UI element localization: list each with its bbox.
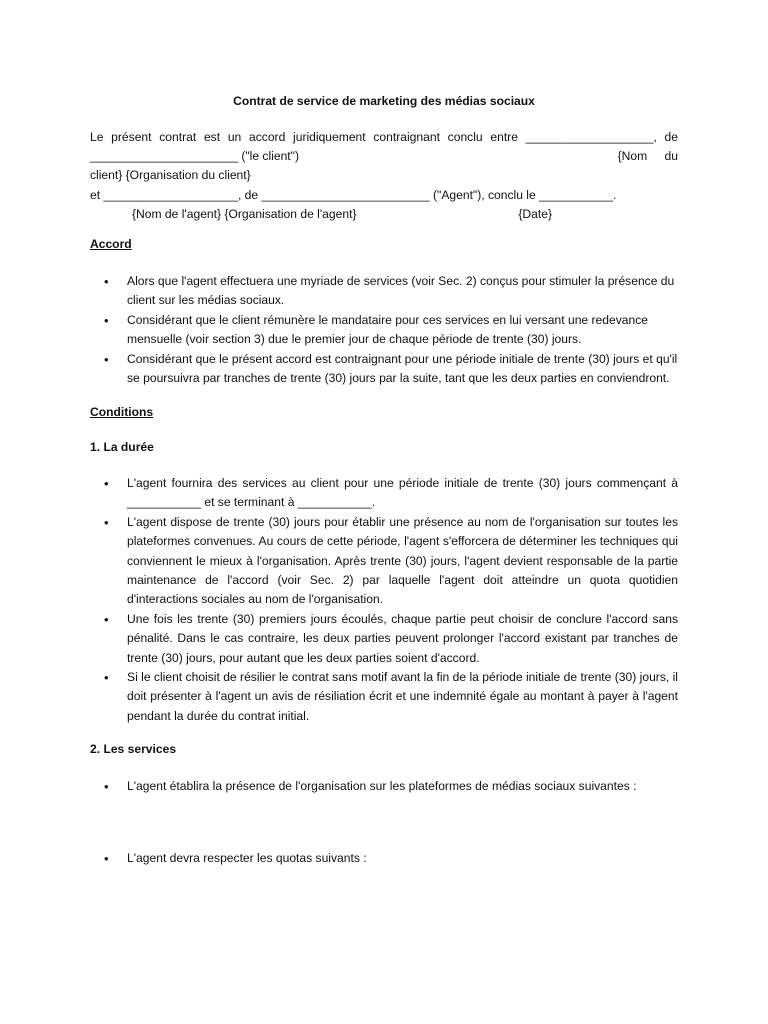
duree-list: [90, 474, 678, 726]
client-name-placeholder: {Nom du: [617, 149, 678, 163]
list-item: • L'agent établira la présence de l'organisation sur les plateformes de médias sociaux suivantes :: [90, 777, 678, 796]
intro-line-4: et ____________________, de _________________________ ("Agent"), conclu le ___________.: [90, 188, 617, 202]
intro-line-3: client} {Organisation du client}: [90, 168, 251, 182]
accord-list: [90, 272, 678, 388]
services-list-1: [90, 777, 678, 796]
list-item: • L'agent fournira des services au client pour une période initiale de trente (30) jours commençant à ___________ et se terminant à ___________.: [90, 474, 678, 513]
list-item: • Alors que l'agent effectuera une myriade de services (voir Sec. 2) conçus pour stimuler la présence du client sur les médias sociaux.: [90, 272, 678, 311]
intro-line-5: [132, 205, 552, 224]
list-item: • Considérant que le présent accord est contraignant pour une période initiale de trente (30) jours et qu'il se poursuivra par tranches de trente (30) jours par la suite, tant que les deux parties en conviendront.: [90, 350, 678, 389]
agent-placeholder: {Nom de l'agent} {Organisation de l'agent}: [132, 207, 357, 221]
services-list-2: [90, 849, 678, 868]
client-name-blank: ______________________ ("le client"): [90, 149, 299, 163]
list-item: • Considérant que le client rémunère le mandataire pour ces services en lui versant une redevance mensuelle (voir section 3) due le premier jour de chaque période de trente (30) jours.: [90, 311, 678, 350]
list-item: • Une fois les trente (30) premiers jours écoulés, chaque partie peut choisir de conclure l'accord sans pénalité. Dans le cas contraire, les deux parties peuvent prolonger l'accord existant par tranches de trente (30) jours, pour autant que les deux parties soient d'accord.: [90, 610, 678, 668]
services-heading: 2. Les services: [90, 742, 177, 756]
document-title: Contrat de service de marketing des médias sociaux: [233, 94, 535, 108]
conditions-heading: Conditions: [90, 405, 154, 419]
list-item: • L'agent devra respecter les quotas suivants :: [90, 849, 678, 868]
accord-heading: Accord: [90, 237, 132, 251]
duree-heading: 1. La durée: [90, 440, 154, 454]
list-item: • L'agent dispose de trente (30) jours pour établir une présence au nom de l'organisation sur toutes les plateformes convenues. Au cours de cette période, l'agent s'efforcera de déterminer les techniques qui conviennent le mieux à l'organisation. Après trente (30) jours, l'agent devient responsable de la partie maintenance de l'accord (voir Sec. 2) par laquelle l'agent doit atteindre un quota quotidien d'interactions sociales au nom de l'organisation.: [90, 513, 678, 610]
list-item: • Si le client choisit de résilier le contrat sans motif avant la fin de la période initiale de trente (30) jours, il doit présenter à l'agent un avis de résiliation écrit et une indemnité égale au montant à payer à l'agent pendant la durée du contrat initial.: [90, 668, 678, 726]
intro-line-2: [90, 147, 678, 166]
intro-line-1: Le présent contrat est un accord juridiquement contraignant conclu entre ___________________, de: [90, 130, 678, 144]
date-placeholder: {Date}: [518, 207, 552, 221]
